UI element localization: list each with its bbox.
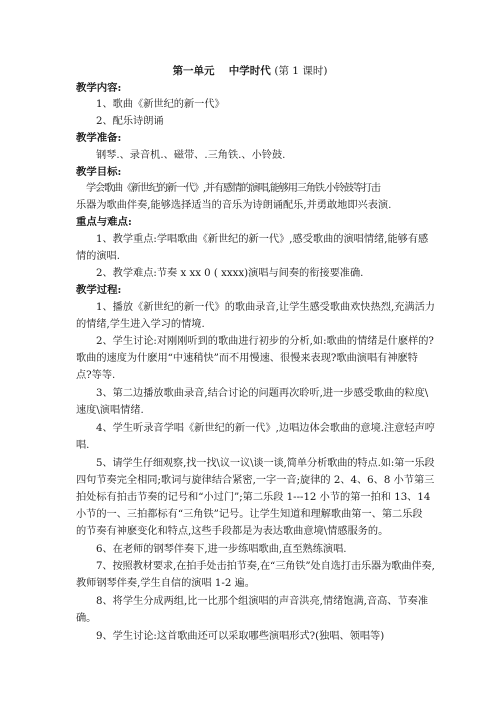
keypoint-line: 情的演唱. [76,251,120,262]
process-line: 教师钢琴伴奏,学生自信的演唱 1-2 遍。 [76,578,255,589]
process-line: 9、学生讨论:这首歌曲还可以采取哪些演唱形式?(独唱、领唱等) [96,631,385,642]
process-line: 8、将学生分成两组,比一比那个组演唱的声音洪亮,情绪饱满,音高、节奏准 [96,596,429,607]
keypoint-line: 1、教学重点:学唱歌曲《新世纪的新一代》,感受歌曲的演唱情绪,能够有感 [96,234,429,245]
process-line: 的情绪,学生进入学习的情境. [76,319,205,330]
goals-line: 乐器为歌曲伴奏,能够选择适当的音乐为诗朗诵配乐,并勇敢地即兴表演. [76,200,392,211]
process-line: 四句节奏完全相同;歌词与旋律结合紧密,一字一音;旋律的 2、4、6、8 小节第三 [76,475,435,486]
process-line: 7、按照教材要求,在拍手处击拍节奏,在“三角铁”处自选打击乐器为歌曲伴奏, [96,561,435,572]
process-line: 6、在老师的钢琴伴奏下,进一步练唱歌曲,直至熟练演唱. [96,544,347,555]
process-line: 1、播放《新世纪的新一代》的歌曲录音,让学生感受歌曲欢快热烈,充满活力 [96,302,435,313]
process-line: 速度\演唱情绪. [76,405,144,416]
prep-text: 钢琴.、录音机.、磁带、.三角铁.、小铃鼓. [96,150,286,161]
page-title [0,63,500,80]
process-line: 的节奏有神麽变化和特点,这些手段都是为表达歌曲意境\情感服务的。 [76,526,389,537]
heading-content: 教学内容: [76,82,122,94]
process-line: 3、第二边播放歌曲录音,结合讨论的问题再次聆听,进一步感受歌曲的粒度\ [96,388,429,399]
content-item: 2、配乐诗朗诵 [96,116,164,127]
title-main: 第一单元 中学时代 [172,65,271,77]
process-line: 点?等等. [76,370,116,381]
process-line: 小节的一、三拍都标有“三角铁”记号。让学生知道和理解歌曲第一、第二乐段 [76,509,423,520]
process-line: 拍处标有拍击节奏的记号和“小过门”;第二乐段 1---12 小节的第一拍和 13、14 [76,492,431,503]
heading-goals: 教学目标: [76,166,122,178]
goals-line: 学会歌曲《新世纪的新一代》,并有感情的演唱,能够用三角铁.小铃鼓等打击 [86,183,380,194]
heading-keypoints: 重点与难点: [76,216,132,228]
heading-process: 教学过程: [76,284,122,296]
heading-prep: 教学准备: [76,132,122,144]
content-item: 1、歌曲《新世纪的新一代》 [96,99,225,110]
process-line: 2、学生讨论:对刚刚听到的歌曲进行初步的分析,如:歌曲的情绪是什麽样的? [96,336,434,347]
title-subtitle: (第 1 课时) [274,65,328,77]
process-line: 歌曲的速度为什麽用“中速稍快”而不用慢速、很慢来表现?歌曲演唱有神麽特 [76,353,418,364]
process-line: 5、请学生仔细观察,找一找\议一议\谈一谈,简单分析歌曲的特点.如:第一乐段 [96,458,435,469]
process-line: 唱. [76,440,90,451]
process-line: 确。 [76,613,97,624]
keypoint-line: 2、教学难点:节奏 x xx 0 ( xxxx)演唱与间奏的衔接要准确. [96,268,364,279]
process-line: 4、学生听录音学唱《新世纪的新一代》,边唱边体会歌曲的意境.注意轻声哼 [96,423,435,434]
